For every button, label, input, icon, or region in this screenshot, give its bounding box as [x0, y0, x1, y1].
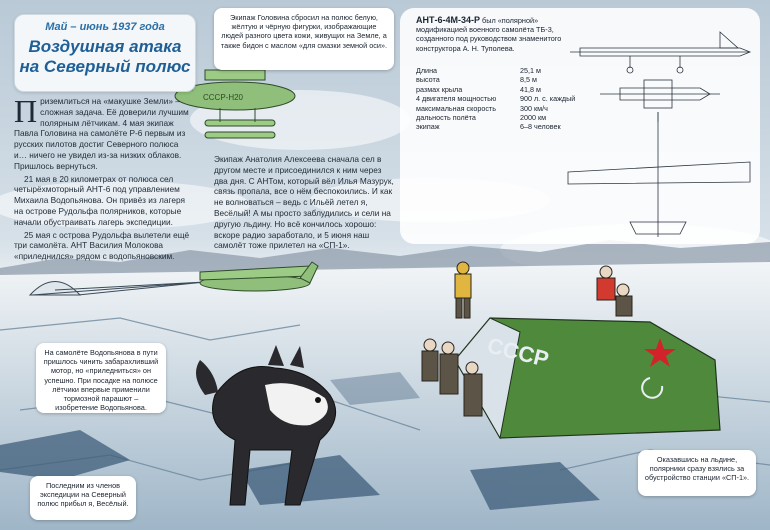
main-story-text [14, 93, 192, 264]
story-paragraph-1: риземлиться на «макушке Земли» – сложная задача. Её доверили лучшим полярным лётчикам. 4 мая экипаж Павла Головина на самолёте Р-6 первым из русских пилотов достиг Северного полюса и… ничего не увидел из-за низких облаков. Пришлось вернуться. [14, 96, 189, 171]
aircraft-blueprint [560, 12, 756, 240]
spec-label: высота [416, 75, 440, 85]
story-paragraph-3: 25 мая с острова Рудольфа вылетели ещё три самолёта. АНТ Василия Молокова «приледнился» рядом с водопьяновским. [14, 229, 190, 262]
spec-label: экипаж [416, 122, 440, 132]
spec-label: максимальная скорость [416, 103, 496, 113]
spec-value: 41,8 м [520, 84, 541, 94]
drop-cap: П [14, 93, 38, 129]
aircraft-spec-panel [400, 8, 760, 244]
spec-label: дальность полёта [416, 113, 476, 123]
spec-value: 900 л. с. каждый [520, 94, 576, 104]
spec-value: 8,5 м [520, 75, 537, 85]
dog-caption: Последним из членов экспедиции на Северный полюс прибыл я, Весёлый. [30, 476, 136, 520]
station-caption: Оказавшись на льдине, полярники сразу взялись за обустройство станции «СП-1». [638, 450, 756, 496]
dog-story-text [214, 154, 396, 253]
title-card [14, 14, 196, 92]
dog-story-paragraph: Экипаж Анатолия Алексеева сначала сел в другом месте и присоединился к ним через два дня. С АНТом, который вёл Илья Мазурук, связь пропала, все о нём беспокоились. И как не волноваться – ведь с Ильёй летел я, Весёлый! А мы просто заблудились и сели на другую льдину. Но всё кончилось хорошо: вскоре радио заработало, и 5 июня наш самолёт тоже прилетел на «СП-1». [214, 154, 394, 251]
spec-row [416, 104, 580, 113]
title-line-2: на Северный полюс [19, 57, 191, 76]
spec-row [416, 66, 580, 75]
spec-value: 6–8 человек [520, 122, 561, 132]
spec-value: 2000 км [520, 113, 547, 123]
tent-lettering: СССР [484, 332, 552, 372]
spec-table [416, 66, 580, 132]
plane-registration: СССР-Н20 [203, 93, 244, 102]
spec-label: 4 двигателя мощностью [416, 94, 497, 104]
page-title [15, 37, 195, 77]
spec-row [416, 94, 580, 103]
title-date: Май – июнь 1937 года [45, 21, 165, 33]
aircraft-name: АНТ-6-4М-34-Р [416, 15, 481, 25]
spec-row [416, 122, 580, 131]
spec-row [416, 113, 580, 122]
story-paragraph-2: 21 мая в 20 километрах от полюса сел четырёхмоторный АНТ-6 под управлением Михаила Водопьянова. Он привёз из лагеря на острове Рудольфа полярников, которые начали обустраивать лагерь экспедиции. [14, 173, 185, 227]
spec-row [416, 75, 580, 84]
spec-value: 25,1 м [520, 66, 541, 75]
spec-label: Длина [416, 66, 438, 75]
spec-row [416, 85, 580, 94]
spec-description [416, 16, 576, 53]
title-line-1: Воздушная атака [28, 37, 182, 56]
aircraft-intro: был «полярной» модификацией военного самолёта ТБ-3, созданного под руководством знаменитого конструктора А. Н. Туполева. [416, 16, 562, 53]
spec-value: 300 км/ч [520, 103, 548, 113]
spec-label: размах крыла [416, 84, 463, 94]
golovin-caption: Экипаж Головина сбросил на полюс белую, жёлтую и чёрную фигурки, изображающие людей разного цвета кожи, живущих на Земле, а также бидон с маслом «для смазки земной оси». [214, 8, 394, 70]
parachute-caption: На самолёте Водопьянова в пути пришлось чинить забарахливший мотор, но «приледниться» он успешно. При посадке на полюсе лётчики впервые применили тормозной парашют – изобретение Водопьянова. [36, 343, 166, 413]
